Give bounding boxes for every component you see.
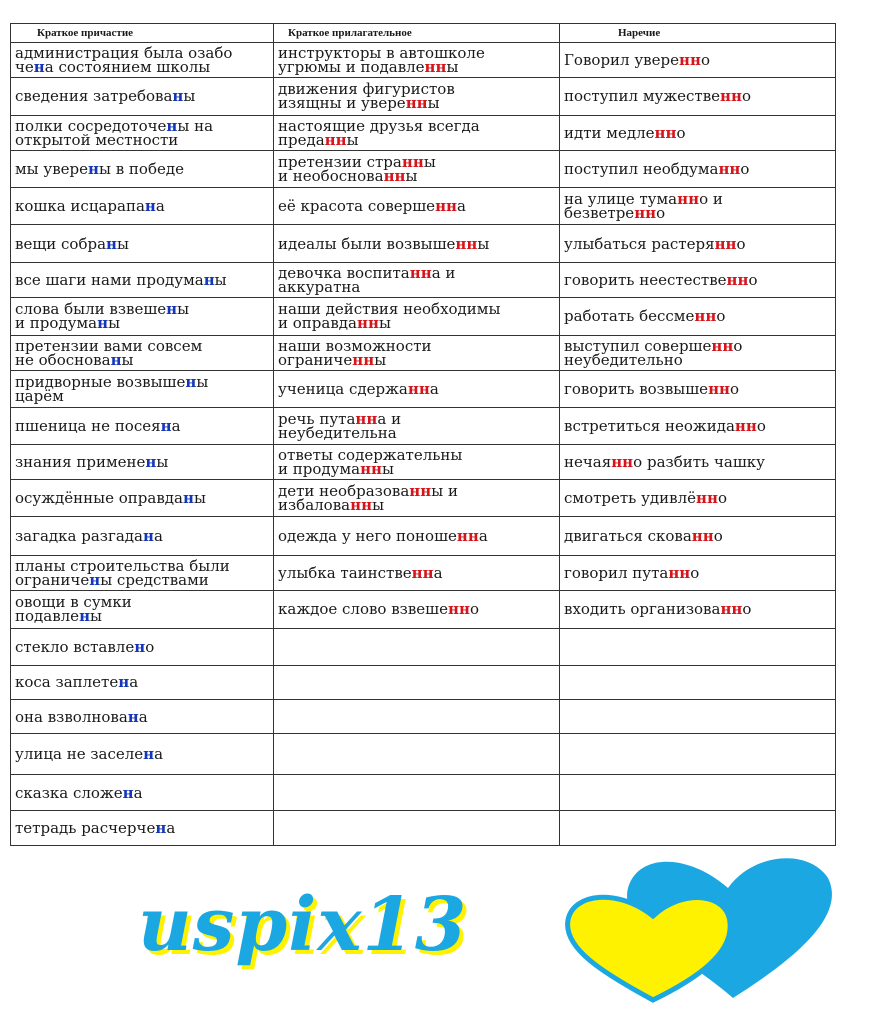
double-nn-letters: нн	[324, 130, 347, 149]
double-nn-letters: нн	[456, 527, 479, 546]
cell-adjective	[274, 810, 560, 845]
cell-text: загадка разгада	[15, 527, 143, 546]
double-nn-letters: нн	[455, 234, 478, 253]
cell-participle	[11, 297, 274, 335]
cell-text: о	[690, 563, 700, 582]
double-nn-letters: нн	[611, 453, 634, 472]
cell-adjective	[274, 225, 560, 263]
single-n-letter: н	[160, 416, 172, 435]
cell-participle	[11, 115, 274, 150]
double-nn-letters: нн	[350, 496, 373, 515]
cell-text: а	[478, 527, 488, 546]
table-row	[11, 407, 836, 445]
cell-adjective	[274, 188, 560, 225]
cell-text: выступил соверше	[564, 336, 712, 355]
double-nn-letters: нн	[383, 166, 406, 185]
cell-text: ы	[121, 350, 134, 369]
cell-adjective	[274, 370, 560, 407]
cell-adverb	[560, 43, 836, 78]
header-row	[11, 24, 836, 43]
header-short-adjective: Краткое прилагательное	[274, 24, 560, 43]
cell-adverb	[560, 370, 836, 407]
cell-text: а	[433, 563, 443, 582]
cell-adverb	[560, 335, 836, 370]
single-n-letter: н	[145, 453, 157, 472]
cell-participle	[11, 775, 274, 811]
cell-text: осуждённые оправда	[15, 489, 183, 508]
cell-text: говорил пута	[564, 563, 669, 582]
table-row	[11, 335, 836, 370]
table-row	[11, 115, 836, 150]
cell-text: ы и избалова	[278, 482, 458, 515]
cell-adjective	[274, 77, 560, 115]
cell-text: а и неубедительна	[278, 409, 402, 442]
table-row	[11, 445, 836, 480]
cell-adverb	[560, 263, 836, 298]
cell-text: встретиться неожида	[564, 416, 735, 435]
cell-adjective	[274, 480, 560, 517]
single-n-letter: н	[143, 745, 155, 764]
cell-adjective	[274, 43, 560, 78]
single-n-letter: н	[33, 57, 45, 76]
cell-participle	[11, 517, 274, 556]
double-nn-letters: нн	[711, 336, 734, 355]
double-nn-letters: нн	[691, 527, 714, 546]
cell-text: а	[138, 707, 148, 726]
cell-text: говорить возвыше	[564, 379, 709, 398]
cell-participle	[11, 628, 274, 665]
cell-text: о	[676, 123, 686, 142]
cell-text: улыбка таинстве	[278, 563, 412, 582]
cell-participle	[11, 700, 274, 734]
cell-text: о	[700, 50, 710, 69]
cell-adverb	[560, 225, 836, 263]
cell-text: ы в победе	[99, 159, 184, 178]
cell-participle	[11, 263, 274, 298]
cell-adjective	[274, 263, 560, 298]
cell-text: дети необразова	[278, 482, 410, 501]
single-n-letter: н	[144, 197, 156, 216]
cell-adjective	[274, 115, 560, 150]
single-n-letter: н	[166, 116, 178, 135]
cell-text: входить организова	[564, 600, 721, 619]
cell-text: сказка сложе	[15, 783, 123, 802]
cell-adjective	[274, 775, 560, 811]
double-nn-letters: нн	[694, 307, 717, 326]
double-nn-letters: нн	[734, 416, 757, 435]
single-n-letter: н	[122, 783, 134, 802]
double-nn-letters: нн	[409, 264, 432, 283]
cell-text: смотреть удивлё	[564, 489, 697, 508]
cell-text: претензии стра	[278, 152, 402, 171]
cell-text: ы	[193, 489, 206, 508]
cell-text: поступил необдума	[564, 159, 719, 178]
cell-text: ы	[372, 496, 385, 515]
double-nn-letters: нн	[696, 489, 718, 508]
table-row	[11, 370, 836, 407]
cell-text: ы на открытой местности	[15, 116, 214, 149]
cell-text: а	[166, 818, 176, 837]
double-nn-letters: нн	[355, 409, 378, 428]
cell-text: Говорил увере	[564, 50, 679, 69]
cell-text: ы	[378, 314, 391, 333]
cell-text: ы царём	[15, 372, 209, 405]
cell-adjective	[274, 335, 560, 370]
double-nn-letters: нн	[678, 50, 701, 69]
cell-text: девочка воспита	[278, 264, 410, 283]
cell-text: о	[145, 637, 155, 656]
cell-adverb	[560, 480, 836, 517]
cell-text: улыбаться растеря	[564, 234, 715, 253]
cell-text: идеалы были возвыше	[278, 234, 456, 253]
cell-text: о разбить чашку	[633, 453, 765, 472]
single-n-letter: н	[89, 570, 101, 589]
cell-text: её красота соверше	[278, 197, 436, 216]
cell-text: о	[742, 600, 752, 619]
cell-participle	[11, 480, 274, 517]
cell-text: ученица сдержа	[278, 379, 408, 398]
table-row	[11, 700, 836, 734]
cell-participle	[11, 590, 274, 628]
cell-participle	[11, 225, 274, 263]
cell-text: говорить неестестве	[564, 271, 727, 290]
cell-participle	[11, 188, 274, 225]
double-nn-letters: нн	[718, 159, 741, 178]
cell-text: о	[742, 87, 752, 106]
single-n-letter: н	[203, 271, 215, 290]
single-n-letter: н	[185, 372, 197, 391]
header-adverb: Наречие	[560, 24, 836, 43]
cell-text: придворные возвыше	[15, 372, 186, 391]
table-row	[11, 810, 836, 845]
single-n-letter: н	[106, 234, 118, 253]
single-n-letter: н	[110, 350, 122, 369]
single-n-letter: н	[127, 707, 139, 726]
double-nn-letters: нн	[720, 600, 743, 619]
cell-text: слова были взвеше	[15, 300, 167, 319]
cell-text: нечая	[564, 453, 612, 472]
table-row	[11, 225, 836, 263]
double-nn-letters: нн	[668, 563, 691, 582]
double-nn-letters: нн	[409, 482, 432, 501]
double-nn-letters: нн	[356, 314, 379, 333]
cell-text: о	[736, 234, 746, 253]
cell-text: наши действия необходимы и оправда	[278, 300, 501, 333]
cell-participle	[11, 77, 274, 115]
single-n-letter: н	[142, 527, 154, 546]
cell-participle	[11, 445, 274, 480]
cell-adjective	[274, 665, 560, 700]
single-n-letter: н	[155, 818, 167, 837]
table-row	[11, 517, 836, 556]
cell-text: а	[133, 783, 143, 802]
cell-adverb	[560, 556, 836, 591]
cell-text: вещи собра	[15, 234, 107, 253]
cell-text: администрация была озабо че	[15, 43, 233, 76]
single-n-letter: н	[172, 87, 184, 106]
double-nn-letters: нн	[708, 379, 731, 398]
cell-text: каждое слово взвеше	[278, 600, 449, 619]
cell-adverb	[560, 700, 836, 734]
cell-text: мы увере	[15, 159, 89, 178]
cell-text: а	[457, 197, 466, 216]
single-n-letter: н	[134, 637, 146, 656]
cell-text: сведения затребова	[15, 87, 173, 106]
cell-text: движения фигуристов изящны и увере	[278, 80, 455, 113]
cell-text: а	[429, 379, 439, 398]
cell-text: а	[171, 416, 181, 435]
cell-adverb	[560, 810, 836, 845]
cell-text: ы	[156, 453, 169, 472]
double-nn-letters: нн	[720, 87, 743, 106]
cell-text: ы	[446, 57, 459, 76]
double-nn-letters: нн	[714, 234, 737, 253]
double-nn-letters: нн	[424, 57, 447, 76]
table-row	[11, 188, 836, 225]
cell-adverb	[560, 775, 836, 811]
cell-participle	[11, 150, 274, 188]
cell-text: а	[153, 527, 163, 546]
cell-text: о	[713, 527, 723, 546]
cell-text: одежда у него поноше	[278, 527, 457, 546]
cell-adjective	[274, 628, 560, 665]
cell-participle	[11, 370, 274, 407]
cell-text: полки сосредоточе	[15, 116, 167, 135]
cell-participle	[11, 665, 274, 700]
cell-adverb	[560, 115, 836, 150]
cell-participle	[11, 556, 274, 591]
cell-adjective	[274, 590, 560, 628]
cell-adverb	[560, 734, 836, 775]
single-n-letter: н	[97, 314, 109, 333]
cell-text: коса заплете	[15, 673, 119, 692]
double-nn-letters: нн	[352, 350, 375, 369]
cell-text: двигаться скова	[564, 527, 692, 546]
cell-text: претензии вами совсем не обоснова	[15, 336, 203, 369]
cell-participle	[11, 734, 274, 775]
cell-text: о	[756, 416, 766, 435]
cell-text: о и безветре	[564, 190, 723, 223]
cell-text: на улице тума	[564, 190, 678, 209]
cell-text: ы	[374, 350, 387, 369]
cell-adjective	[274, 150, 560, 188]
table-row	[11, 150, 836, 188]
spelling-table	[10, 23, 836, 846]
cell-text: речь пута	[278, 409, 356, 428]
cell-text: ы средствами	[100, 570, 209, 589]
table-row	[11, 297, 836, 335]
cell-adverb	[560, 188, 836, 225]
cell-text: пшеница не посея	[15, 416, 161, 435]
cell-text: идти медле	[564, 123, 655, 142]
cell-text: ы	[382, 460, 394, 479]
table-row	[11, 43, 836, 78]
cell-adverb	[560, 665, 836, 700]
table-row	[11, 77, 836, 115]
cell-text: планы строительства были ограниче	[15, 556, 230, 589]
cell-text: а	[129, 673, 139, 692]
single-n-letter: н	[182, 489, 194, 508]
double-nn-letters: нн	[360, 460, 383, 479]
cell-text: работать бессме	[564, 307, 695, 326]
cell-text: о	[656, 204, 666, 223]
double-nn-letters: нн	[411, 563, 434, 582]
cell-participle	[11, 407, 274, 445]
cell-adverb	[560, 517, 836, 556]
cell-text: о	[740, 159, 750, 178]
cell-text: ы и продума	[15, 300, 190, 333]
cell-text: ы	[108, 314, 121, 333]
cell-text: о	[716, 307, 726, 326]
table-row	[11, 480, 836, 517]
cell-participle	[11, 335, 274, 370]
double-nn-letters: нн	[448, 600, 470, 619]
worksheet	[10, 23, 835, 846]
cell-adjective	[274, 517, 560, 556]
cell-text: ы и необоснова	[278, 152, 436, 185]
cell-text: ы	[90, 607, 102, 626]
cell-text: ы	[477, 234, 490, 253]
cell-adverb	[560, 445, 836, 480]
double-nn-letters: нн	[726, 271, 749, 290]
cell-text: ы	[117, 234, 129, 253]
cell-text: ы	[214, 271, 227, 290]
cell-text: а	[154, 745, 164, 764]
cell-adjective	[274, 297, 560, 335]
cell-text: а состоянием школы	[44, 57, 211, 76]
cell-text: овощи в сумки подавле	[15, 593, 132, 626]
cell-adverb	[560, 150, 836, 188]
yellow-heart-icon	[568, 897, 731, 1000]
cell-adverb	[560, 297, 836, 335]
double-nn-letters: нн	[405, 94, 428, 113]
cell-text: все шаги нами продума	[15, 271, 204, 290]
table-row	[11, 628, 836, 665]
cell-participle	[11, 43, 274, 78]
cell-text: тетрадь расчерче	[15, 818, 156, 837]
cell-text: ответы содержательны и продума	[278, 446, 463, 479]
cell-text: улица не заселе	[15, 745, 144, 764]
table-body	[11, 43, 836, 846]
cell-text: поступил мужестве	[564, 87, 721, 106]
double-nn-letters: нн	[401, 152, 424, 171]
single-n-letter: н	[79, 607, 91, 626]
table-row	[11, 734, 836, 775]
cell-text: а и аккуратна	[278, 264, 456, 297]
double-nn-letters: нн	[654, 123, 677, 142]
cell-adjective	[274, 556, 560, 591]
hearts-logo-icon	[558, 848, 848, 1008]
watermark-logo-text: uspix13	[138, 882, 468, 968]
single-n-letter: н	[166, 300, 178, 319]
double-nn-letters: нн	[435, 197, 458, 216]
table-row	[11, 665, 836, 700]
cell-text: стекло вставле	[15, 637, 135, 656]
cell-text: о неубедительно	[564, 336, 743, 369]
table-row	[11, 263, 836, 298]
cell-adjective	[274, 734, 560, 775]
cell-text: кошка исцарапа	[15, 197, 145, 216]
cell-text: ы	[427, 94, 440, 113]
cell-text: ы	[346, 130, 359, 149]
table-row	[11, 775, 836, 811]
cell-text: ы	[405, 166, 418, 185]
cell-participle	[11, 810, 274, 845]
double-nn-letters: нн	[634, 204, 657, 223]
cell-text: о	[469, 600, 480, 619]
cell-text: наши возможности ограниче	[278, 336, 432, 369]
cell-adverb	[560, 590, 836, 628]
table-row	[11, 590, 836, 628]
cell-text: инструкторы в автошколе угрюмы и подавле	[278, 43, 485, 76]
cell-text: о	[730, 379, 740, 398]
cell-text: настоящие друзья всегда преда	[278, 116, 480, 149]
double-nn-letters: нн	[677, 190, 700, 209]
cell-adverb	[560, 628, 836, 665]
cell-adjective	[274, 407, 560, 445]
cell-adverb	[560, 407, 836, 445]
double-nn-letters: нн	[407, 379, 430, 398]
cell-text: о	[718, 489, 728, 508]
header-short-participle: Краткое причастие	[11, 24, 274, 43]
single-n-letter: н	[88, 159, 99, 178]
single-n-letter: н	[118, 673, 130, 692]
cell-text: о	[748, 271, 758, 290]
cell-text: а	[155, 197, 165, 216]
cell-text: она взволнова	[15, 707, 128, 726]
cell-adverb	[560, 77, 836, 115]
cell-adjective	[274, 445, 560, 480]
cell-adjective	[274, 700, 560, 734]
cell-text: знания примене	[15, 453, 146, 472]
table-row	[11, 556, 836, 591]
cell-text: ы	[183, 87, 196, 106]
